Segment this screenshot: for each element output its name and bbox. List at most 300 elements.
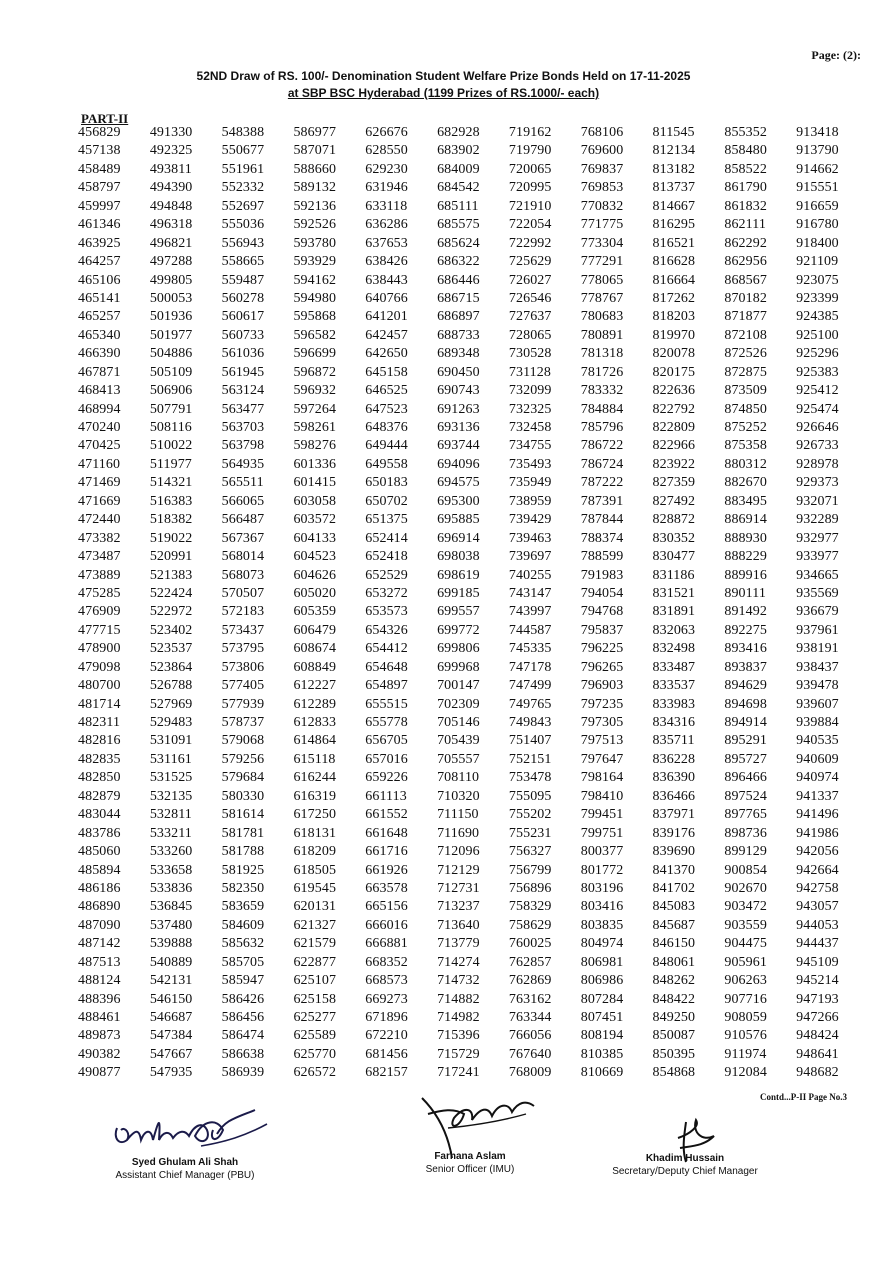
prize-number: 755202 [508, 807, 552, 823]
prize-number: 472440 [78, 512, 121, 528]
prize-number: 713237 [437, 899, 480, 915]
prize-number: 482835 [78, 751, 121, 767]
prize-number: 940974 [796, 770, 839, 786]
prize-number: 735949 [508, 475, 552, 491]
prize-number: 604133 [293, 530, 337, 546]
prize-number: 908059 [724, 1010, 767, 1025]
prize-number: 603572 [293, 512, 337, 528]
prize-number: 756799 [508, 862, 552, 878]
prize-number: 752151 [508, 751, 552, 767]
prize-number: 548388 [221, 125, 265, 140]
prize-number: 594980 [293, 290, 337, 306]
prize-number: 625277 [293, 1010, 337, 1025]
prize-number: 586939 [221, 1065, 265, 1081]
prize-number: 780891 [580, 327, 624, 343]
prize-number: 659226 [365, 770, 408, 786]
prize-number: 806981 [580, 954, 624, 970]
prize-number: 566065 [221, 493, 265, 509]
prize-number: 668573 [365, 973, 408, 989]
prize-number: 461346 [78, 217, 121, 233]
prize-number: 565511 [221, 475, 264, 491]
prize-number: 593929 [293, 254, 337, 270]
prize-number: 654897 [365, 678, 408, 694]
prize-number: 738959 [508, 493, 552, 509]
prize-number: 868567 [724, 272, 767, 288]
prize-number: 780683 [580, 309, 624, 325]
prize-number: 836390 [652, 770, 696, 786]
prize-number: 948424 [796, 1028, 839, 1044]
prize-number: 818203 [652, 309, 696, 325]
prize-number: 488461 [78, 1010, 121, 1025]
prize-number: 480700 [78, 678, 121, 694]
prize-number: 714882 [437, 991, 480, 1007]
prize-number: 778767 [580, 290, 624, 306]
prize-number: 753478 [508, 770, 552, 786]
prize-number: 833537 [652, 678, 696, 694]
prize-number: 751407 [508, 733, 552, 749]
prize-number: 755095 [508, 788, 552, 804]
prize-number: 573795 [221, 641, 265, 657]
prize-number: 506906 [149, 383, 193, 399]
prize-number: 870182 [724, 290, 767, 306]
prize-number: 585705 [221, 954, 265, 970]
prize-number: 714274 [437, 954, 480, 970]
prize-number: 563477 [221, 401, 265, 417]
prize-number: 490877 [78, 1065, 121, 1081]
prize-number: 743997 [508, 604, 552, 620]
prize-number: 781318 [580, 346, 624, 362]
prize-number: 712731 [437, 880, 480, 896]
prize-number: 468994 [78, 401, 121, 417]
prize-number: 457138 [78, 143, 121, 159]
prize-number: 791983 [580, 567, 624, 583]
prize-number: 839690 [652, 844, 696, 860]
prize-number: 911974 [724, 1046, 767, 1062]
prize-number: 720065 [508, 161, 552, 177]
prize-number: 874850 [724, 401, 767, 417]
prize-number: 924385 [796, 309, 839, 325]
prize-number: 888930 [724, 530, 767, 546]
prize-number: 929373 [796, 475, 839, 491]
prize-number: 617250 [293, 807, 337, 823]
prize-number: 488124 [78, 973, 121, 989]
prize-number: 563703 [221, 420, 265, 435]
prize-number: 861832 [724, 198, 767, 214]
prize-number: 915551 [796, 180, 839, 196]
prize-number: 556943 [221, 235, 265, 251]
prize-number: 488396 [78, 991, 121, 1007]
prize-number: 491330 [149, 125, 193, 140]
prize-number: 456829 [78, 125, 121, 140]
prize-number: 831521 [652, 585, 696, 601]
prize-number: 577405 [221, 678, 265, 694]
prize-number: 744587 [508, 622, 552, 638]
prize-number: 555036 [221, 217, 265, 233]
prize-number: 618131 [293, 825, 337, 841]
prize-number: 902670 [724, 880, 767, 896]
prize-number: 625158 [293, 991, 337, 1007]
prize-number: 608849 [293, 659, 337, 675]
prize-number: 715729 [437, 1046, 480, 1062]
signatory-2-title: Senior Officer (IMU) [425, 1164, 515, 1175]
prize-number: 616319 [293, 788, 337, 804]
prize-number: 763162 [508, 991, 552, 1007]
prize-number: 533658 [149, 862, 193, 878]
prize-number: 501977 [149, 327, 193, 343]
prize-number: 605020 [293, 585, 337, 601]
prize-number: 672210 [365, 1028, 408, 1044]
prize-number: 769837 [580, 161, 624, 177]
prize-number: 467871 [78, 364, 121, 380]
prize-number: 756896 [508, 880, 552, 896]
prize-number: 936679 [796, 604, 839, 620]
prize-number: 465257 [78, 309, 121, 325]
prize-number: 633118 [365, 198, 408, 214]
prize-number: 839176 [652, 825, 696, 841]
prize-number: 935569 [796, 585, 839, 601]
prize-number: 573806 [221, 659, 265, 675]
prize-number: 501936 [149, 309, 193, 325]
prize-number: 831891 [652, 604, 696, 620]
prize-number: 584609 [221, 917, 265, 933]
prize-number: 787222 [580, 475, 624, 491]
prize-number: 745335 [508, 641, 552, 657]
prize-number: 598276 [293, 438, 337, 454]
prize-number: 499805 [149, 272, 193, 288]
prize-number: 807284 [580, 991, 624, 1007]
prize-number: 479098 [78, 659, 121, 675]
prize-number: 504886 [149, 346, 193, 362]
prize-number: 478900 [78, 641, 121, 657]
prize-number: 507791 [149, 401, 193, 417]
prize-number: 649558 [365, 456, 408, 472]
prize-number: 654326 [365, 622, 408, 638]
prize-number: 601415 [293, 475, 337, 491]
prize-number: 475285 [78, 585, 121, 601]
prize-number: 799751 [580, 825, 624, 841]
prize-number: 647523 [365, 401, 408, 417]
prize-number: 928978 [796, 456, 839, 472]
prize-number: 533836 [149, 880, 193, 896]
prize-number: 858480 [724, 143, 767, 159]
prize-number: 685624 [437, 235, 480, 251]
prize-number: 547935 [149, 1065, 193, 1081]
prize-number: 645158 [365, 364, 408, 380]
prize-number: 895727 [724, 751, 767, 767]
prize-number: 705439 [437, 733, 480, 749]
prize-number: 717241 [437, 1065, 480, 1081]
prize-number: 594162 [293, 272, 337, 288]
prize-number: 481714 [78, 696, 121, 712]
prize-number: 560733 [221, 327, 265, 343]
prize-number: 661716 [365, 844, 408, 860]
prize-number: 603058 [293, 493, 337, 509]
prize-number: 730528 [508, 346, 552, 362]
prize-number: 629230 [365, 161, 408, 177]
prize-number: 702309 [437, 696, 480, 712]
prize-number: 526788 [149, 678, 193, 694]
prize-number: 758629 [508, 917, 552, 933]
prize-number: 693136 [437, 420, 480, 435]
prize-number: 636286 [365, 217, 408, 233]
prize-number: 799451 [580, 807, 624, 823]
prize-number: 508116 [149, 420, 192, 435]
prize-number: 669273 [365, 991, 408, 1007]
prize-number: 794768 [580, 604, 624, 620]
prize-number: 531161 [149, 751, 192, 767]
prize-number: 783332 [580, 383, 624, 399]
prize-number: 795837 [580, 622, 624, 638]
prize-number: 808194 [580, 1028, 624, 1044]
prize-number: 945109 [796, 954, 839, 970]
prize-number: 740255 [508, 567, 552, 583]
prize-number: 625770 [293, 1046, 337, 1062]
prize-number: 771775 [580, 217, 624, 233]
prize-number: 827359 [652, 475, 696, 491]
prize-number: 470240 [78, 420, 121, 435]
prize-number: 739463 [508, 530, 552, 546]
prize-number: 642457 [365, 327, 408, 343]
prize-number: 468413 [78, 383, 121, 399]
prize-number: 872108 [724, 327, 767, 343]
prize-number: 872875 [724, 364, 767, 380]
prize-number: 770832 [580, 198, 624, 214]
prize-number: 523402 [149, 622, 193, 638]
prize-number: 797235 [580, 696, 624, 712]
prize-number: 540889 [149, 954, 193, 970]
prize-number: 833983 [652, 696, 696, 712]
prize-number: 661552 [365, 807, 408, 823]
prize-number: 546150 [149, 991, 193, 1007]
prize-number: 665156 [365, 899, 408, 915]
prize-number: 581614 [221, 807, 265, 823]
prize-number: 621327 [293, 917, 337, 933]
prize-number: 813182 [652, 161, 696, 177]
prize-number: 800377 [580, 844, 624, 860]
prize-number: 684009 [437, 161, 480, 177]
prize-number: 912084 [724, 1065, 767, 1081]
prize-number: 880312 [724, 456, 767, 472]
prize-number: 947266 [796, 1010, 839, 1025]
prize-number: 713640 [437, 917, 480, 933]
prize-number: 762869 [508, 973, 552, 989]
prize-number: 666016 [365, 917, 408, 933]
prize-number: 906263 [724, 973, 767, 989]
prize-number: 482879 [78, 788, 121, 804]
prize-number: 586638 [221, 1046, 265, 1062]
prize-number: 560617 [221, 309, 265, 325]
prize-number: 767640 [508, 1046, 552, 1062]
prize-number: 747499 [508, 678, 552, 694]
prize-number: 691263 [437, 401, 480, 417]
prize-number: 798410 [580, 788, 624, 804]
prize-number: 586426 [221, 991, 265, 1007]
prize-number: 812134 [652, 143, 696, 159]
prize-number: 816628 [652, 254, 696, 270]
prize-number: 470425 [78, 438, 121, 454]
prize-number: 891492 [724, 604, 767, 620]
prize-number: 614864 [293, 733, 337, 749]
prize-number: 536845 [149, 899, 193, 915]
prize-number: 686715 [437, 290, 480, 306]
prize-number: 589132 [293, 180, 337, 196]
prize-number: 720995 [508, 180, 552, 196]
prize-number: 923399 [796, 290, 839, 306]
signature-mark-1 [105, 1100, 275, 1160]
prize-number: 894698 [724, 696, 767, 712]
prize-number: 597264 [293, 401, 337, 417]
prize-number: 944437 [796, 936, 839, 952]
prize-number: 726546 [508, 290, 552, 306]
prize-number: 820175 [652, 364, 696, 380]
prize-number: 907716 [724, 991, 767, 1007]
prize-number: 897524 [724, 788, 767, 804]
prize-number: 768009 [508, 1065, 552, 1081]
prize-number: 785796 [580, 420, 624, 435]
prize-number: 787844 [580, 512, 624, 528]
prize-number: 948641 [796, 1046, 839, 1062]
prize-number: 631946 [365, 180, 408, 196]
part-label: PART-II [81, 111, 129, 126]
prize-number: 519022 [149, 530, 193, 546]
prize-number: 581781 [221, 825, 265, 841]
prize-number: 926733 [796, 438, 839, 454]
prize-number: 539888 [149, 936, 193, 952]
prize-number: 755231 [508, 825, 552, 841]
prize-number: 582350 [221, 880, 265, 896]
prize-number: 862956 [724, 254, 767, 270]
prize-number: 888229 [724, 549, 767, 565]
prize-number: 684542 [437, 180, 480, 196]
prize-number: 822809 [652, 420, 696, 435]
prize-number: 487090 [78, 917, 121, 933]
prize-number: 925100 [796, 327, 839, 343]
prize-number: 459997 [78, 198, 121, 214]
prize-number: 521383 [149, 567, 193, 583]
prize-number: 529483 [149, 715, 193, 730]
prize-number: 948682 [796, 1065, 839, 1081]
prize-number: 893416 [724, 641, 767, 657]
prize-number: 477715 [78, 622, 121, 638]
prize-number: 903472 [724, 899, 767, 915]
prize-number: 705146 [437, 715, 480, 730]
prize-number: 835711 [652, 733, 695, 749]
prize-number: 727637 [508, 309, 552, 325]
prize-number: 500053 [149, 290, 193, 306]
prize-number: 721910 [508, 198, 552, 214]
prize-number: 532811 [149, 807, 192, 823]
prize-number: 932071 [796, 493, 839, 509]
prize-number: 471160 [78, 456, 121, 472]
page-number: Page: (2): [811, 48, 861, 62]
prize-number: 596699 [293, 346, 337, 362]
prize-number: 796225 [580, 641, 624, 657]
prize-number: 463925 [78, 235, 121, 251]
prize-number: 649444 [365, 438, 408, 454]
prize-number: 663578 [365, 880, 408, 896]
prize-number: 559487 [221, 272, 265, 288]
prize-number: 945214 [796, 973, 839, 989]
prize-number: 797513 [580, 733, 624, 749]
prize-number: 471469 [78, 475, 121, 491]
prize-number: 689348 [437, 346, 480, 362]
prize-number: 941496 [796, 807, 839, 823]
prize-number: 862292 [724, 235, 767, 251]
prize-number: 527969 [149, 696, 193, 712]
prize-number: 465106 [78, 272, 121, 288]
prize-number: 832063 [652, 622, 696, 638]
prize-number: 651375 [365, 512, 408, 528]
prize-number: 638443 [365, 272, 408, 288]
prize-number: 845083 [652, 899, 696, 915]
prize-number: 743147 [508, 585, 552, 601]
prize-number: 715396 [437, 1028, 480, 1044]
prize-number: 916659 [796, 198, 839, 214]
prize-number: 833487 [652, 659, 696, 675]
prize-number: 493811 [149, 161, 192, 177]
prize-number: 533260 [149, 844, 193, 860]
prize-number: 566487 [221, 512, 265, 528]
prize-number: 482850 [78, 770, 121, 786]
prize-number: 587071 [293, 143, 337, 159]
prize-number: 520991 [149, 549, 193, 565]
prize-number: 592136 [293, 198, 337, 214]
prize-number: 698619 [437, 567, 480, 583]
prize-number: 580330 [221, 788, 265, 804]
prize-number: 537480 [149, 917, 193, 933]
prize-number: 490382 [78, 1046, 121, 1062]
prize-number: 518382 [149, 512, 193, 528]
signatory-1-title: Assistant Chief Manager (PBU) [115, 1170, 255, 1181]
prize-number: 494848 [149, 198, 193, 214]
prize-number: 542131 [149, 973, 193, 989]
prize-number: 699806 [437, 641, 480, 657]
prize-number: 858522 [724, 161, 767, 177]
prize-number: 937961 [796, 622, 839, 638]
prize-number: 871877 [724, 309, 767, 325]
prize-number: 712129 [437, 862, 480, 878]
prize-number: 608674 [293, 641, 337, 657]
prize-number: 564935 [221, 456, 265, 472]
prize-number: 626676 [365, 125, 408, 140]
prize-number: 531525 [149, 770, 193, 786]
prize-number: 803196 [580, 880, 624, 896]
prize-number: 895291 [724, 733, 767, 749]
prize-number: 769600 [580, 143, 624, 159]
prize-number: 841702 [652, 880, 696, 896]
prize-number: 777291 [580, 254, 624, 270]
prize-number: 572183 [221, 604, 265, 620]
prize-number: 615118 [293, 751, 336, 767]
prize-number: 735493 [508, 456, 552, 472]
prize-number: 855352 [724, 125, 767, 140]
prize-number: 656705 [365, 733, 408, 749]
prize-number: 595868 [293, 309, 337, 325]
prize-number: 938191 [796, 641, 839, 657]
prize-number: 516383 [149, 493, 193, 509]
prize-number: 604626 [293, 567, 337, 583]
prize-number: 606479 [293, 622, 337, 638]
prize-number: 890111 [724, 585, 766, 601]
prize-number: 686446 [437, 272, 480, 288]
prize-number: 586456 [221, 1010, 265, 1025]
prize-number: 596872 [293, 364, 337, 380]
prize-number: 904475 [724, 936, 767, 952]
prize-number: 592526 [293, 217, 337, 233]
prize-number: 923075 [796, 272, 839, 288]
prize-number: 889916 [724, 567, 767, 583]
prize-number: 612227 [293, 678, 337, 694]
